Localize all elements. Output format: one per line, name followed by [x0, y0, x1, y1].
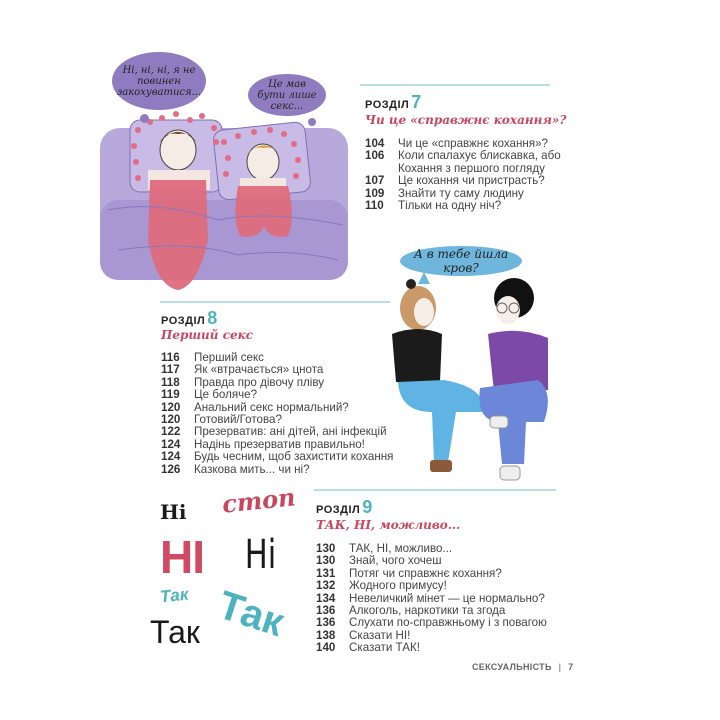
toc-page: 130	[316, 554, 336, 568]
toc-page: 130	[316, 542, 336, 555]
section-9-title: ТАК, НІ, можливо...	[316, 518, 461, 532]
footer-section-name: СЕКСУАЛЬНІСТЬ	[472, 662, 552, 672]
toc-page: 116	[161, 351, 180, 364]
toc-entry[interactable]	[161, 464, 393, 476]
thought-bubble-woman	[248, 74, 326, 116]
section-8-heading	[161, 308, 218, 329]
word-stop: стоп	[220, 482, 297, 519]
toc-title: Анальний секс нормальний?	[194, 400, 349, 414]
section-7-title: Чи це «справжнє кохання»?	[365, 113, 567, 127]
thought-bubble-woman-text: Це мав бути лише секс...	[257, 78, 317, 112]
toc-title: Тільки на одну ніч?	[398, 199, 502, 213]
toc-title: Правда про дівочу пліву	[194, 375, 325, 389]
toc-title: Перший секс	[194, 351, 264, 364]
toc-entry[interactable]	[316, 555, 547, 567]
toc-page: 131	[316, 566, 336, 580]
sitting-illustration	[378, 272, 558, 488]
toc-title: Це боляче?	[194, 388, 258, 402]
thought-dot	[140, 114, 149, 123]
toc-title: Кохання з першого погляду	[398, 161, 545, 175]
section-7-toc	[365, 138, 561, 212]
toc-page: 119	[161, 388, 180, 402]
toc-title: Як «втрачається» цнота	[194, 363, 324, 377]
toc-title: Будь чесним, щоб захистити кохання	[194, 450, 394, 464]
section-label: РОЗДІЛ	[316, 504, 361, 516]
footer-page-number: 7	[568, 662, 574, 672]
toc-page: 136	[316, 604, 336, 618]
word-tak-small: Так	[159, 584, 190, 607]
word-ni-large: НІ	[160, 531, 204, 583]
toc-page: 126	[161, 462, 181, 476]
toc-title: Сказати НІ!	[349, 628, 411, 642]
toc-title: Знай, чого хочеш	[349, 554, 442, 568]
toc-entry[interactable]	[316, 580, 547, 592]
toc-title: Алкоголь, наркотики та згода	[349, 604, 506, 618]
section-8-title: Перший секс	[161, 328, 254, 342]
toc-page: 117	[161, 363, 180, 377]
thought-bubble-man	[112, 52, 206, 110]
word-ni-small: Ні	[160, 500, 187, 524]
toc-page: 120	[161, 413, 181, 427]
toc-page: 118	[161, 375, 180, 389]
section-7-heading	[365, 92, 422, 113]
thought-bubble-man-text: Ні, ні, ні, я не повинен закохуватися...	[116, 64, 202, 98]
toc-title: Сказати ТАК!	[349, 641, 420, 655]
toc-title: Казкова мить... чи ні?	[194, 462, 310, 476]
toc-page: 120	[161, 400, 181, 414]
toc-entry[interactable]	[161, 451, 393, 463]
toc-title: Надінь презерватив правильно!	[194, 437, 365, 451]
toc-entry[interactable]	[316, 617, 547, 629]
toc-title: Чи це «справжнє кохання»?	[398, 137, 548, 150]
section-9-toc	[316, 543, 547, 655]
section-9-heading	[316, 497, 373, 518]
word-tak-handwritten: Так	[150, 614, 200, 650]
footer-separator: |	[558, 662, 562, 672]
toc-page: 107	[365, 174, 385, 188]
speech-bubble-text: А в тебе йшла кров?	[413, 247, 509, 275]
toc-page: 122	[161, 425, 181, 439]
toc-page: 104	[365, 137, 385, 150]
toc-page: 132	[316, 579, 336, 593]
toc-title: Це кохання чи пристрасть?	[398, 174, 545, 188]
sitting-scene-art	[378, 272, 558, 488]
toc-entry[interactable]	[161, 364, 393, 376]
word-tak-large: Так	[212, 582, 290, 646]
divider-rule	[360, 84, 550, 86]
toc-page: 136	[316, 616, 336, 630]
section-number: 8	[207, 308, 218, 328]
toc-title: Коли спалахує блискавка, або	[398, 149, 561, 163]
toc-title: Жодного примусу!	[349, 579, 447, 593]
section-8-toc	[161, 352, 393, 476]
section-number: 9	[362, 497, 373, 517]
toc-entry[interactable]	[161, 426, 393, 438]
divider-rule	[314, 489, 556, 491]
toc-page: 124	[161, 437, 181, 451]
divider-rule	[160, 301, 390, 303]
toc-page: 110	[365, 199, 384, 213]
toc-page: 109	[365, 186, 385, 200]
section-label: РОЗДІЛ	[365, 99, 410, 111]
toc-page: 138	[316, 628, 336, 642]
toc-entry[interactable]	[365, 200, 561, 212]
toc-page: 124	[161, 450, 181, 464]
toc-page: 106	[365, 149, 385, 163]
page-footer	[472, 662, 573, 672]
toc-entry[interactable]	[161, 389, 393, 401]
toc-title: Готовий/Готова?	[194, 413, 282, 427]
toc-entry[interactable]	[316, 642, 547, 654]
toc-title: ТАК, НІ, можливо...	[349, 542, 453, 555]
word-ni-handwritten: Ні	[244, 532, 277, 578]
toc-page: 134	[316, 591, 336, 605]
toc-entry[interactable]	[365, 175, 561, 187]
toc-title: Невеличкий мінет — це нормально?	[349, 591, 545, 605]
toc-title: Слухати по-справжньому і з повагою	[349, 616, 547, 630]
thought-dot	[308, 118, 316, 126]
toc-page: 140	[316, 641, 336, 655]
toc-title: Знайти ту саму людину	[398, 186, 524, 200]
toc-title: Потяг чи справжнє кохання?	[349, 566, 502, 580]
section-label: РОЗДІЛ	[161, 315, 206, 327]
toc-title: Презерватив: ані дітей, ані інфекцій	[194, 425, 387, 439]
section-number: 7	[411, 92, 422, 112]
toc-entry[interactable]	[365, 150, 561, 162]
